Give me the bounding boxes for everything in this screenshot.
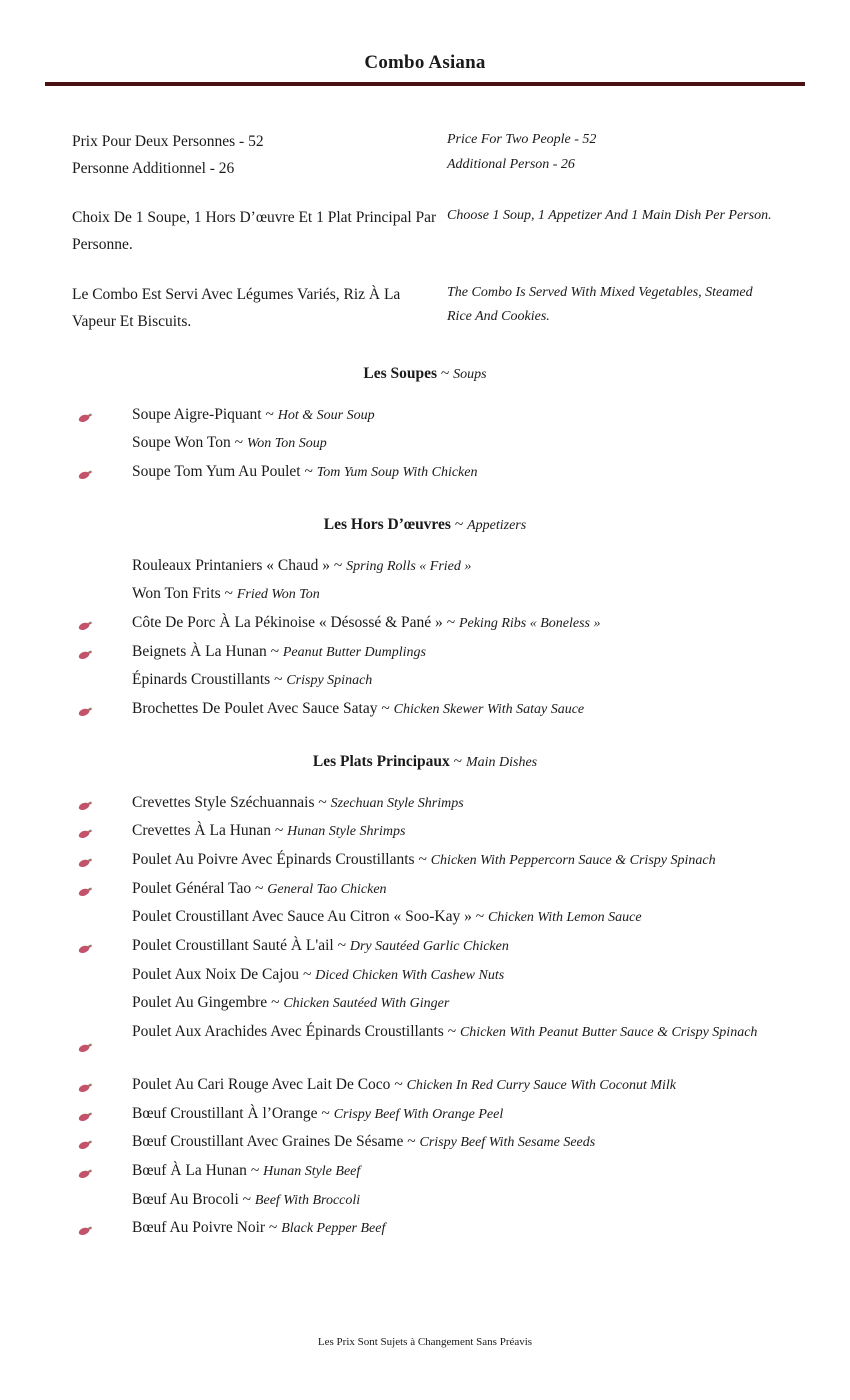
intro-text-en: The Combo Is Served With Mixed Vegetables, Steamed Rice And Cookies. <box>447 284 753 324</box>
menu-item-name-fr: Poulet Aux Noix De Cajou <box>132 965 300 983</box>
menu-item-separator: ~ <box>230 434 247 452</box>
menu-item-name-fr: Côte De Porc À La Pékinoise « Désossé & Pané » <box>132 614 443 632</box>
menu-item-name-fr: Épinards Croustillants <box>132 671 271 689</box>
menu-item-text <box>132 666 372 694</box>
menu-item-separator: ~ <box>220 585 237 603</box>
menu-item-name-fr: Brochettes De Poulet Avec Sauce Satay <box>132 700 378 717</box>
spicy-marker <box>72 1186 132 1212</box>
section-heading-fr: Les Hors D’œuvres <box>323 515 451 533</box>
menu-item-name-en: Crispy Spinach <box>286 673 373 689</box>
spicy-marker <box>72 817 132 843</box>
menu-item-name-fr: Poulet Au Cari Rouge Avec Lait De Coco <box>132 1075 391 1093</box>
spicy-chili-icon <box>78 1226 93 1235</box>
menu-item-separator: ~ <box>330 556 347 574</box>
intro-text-fr: Prix Pour Deux Personnes - 52 Personne Additionnel - 26 <box>72 133 264 178</box>
spicy-chili-icon <box>78 1140 93 1149</box>
menu-item-text <box>132 846 716 874</box>
menu-item-separator: ~ <box>317 1104 334 1122</box>
menu-item-name-en: Szechuan Style Shrimps <box>330 795 464 811</box>
section-heading-separator: ~ <box>450 515 468 533</box>
menu-section <box>0 365 850 486</box>
spicy-chili-icon <box>78 650 93 659</box>
menu-item-separator: ~ <box>270 671 287 689</box>
spicy-marker <box>72 401 132 427</box>
spicy-marker <box>72 1214 132 1240</box>
menu-item-name-fr: Poulet Croustillant Sauté À L'ail <box>132 936 334 954</box>
menu-item <box>72 1214 778 1242</box>
section-heading-en: Appetizers <box>467 517 527 533</box>
menu-item <box>72 989 778 1017</box>
intro-text-fr: Choix De 1 Soupe, 1 Hors D’œuvre Et 1 Plat Principal Par Personne. <box>72 209 437 254</box>
spicy-marker <box>72 961 132 987</box>
menu-item-name-en: Hot & Sour Soup <box>277 407 375 423</box>
menu-item <box>72 458 778 486</box>
spicy-chili-icon <box>78 944 93 953</box>
menu-item-text <box>132 458 477 486</box>
menu-item <box>72 1018 778 1070</box>
spicy-chili-icon <box>78 1083 93 1092</box>
menu-item-separator: ~ <box>414 850 431 868</box>
menu-item-name-fr: Rouleaux Printaniers « Chaud » <box>132 556 331 574</box>
section-heading-fr: Les Soupes <box>363 364 438 382</box>
menu-item-name-en: Chicken With Lemon Sauce <box>487 910 642 926</box>
spicy-chili-icon <box>78 413 93 422</box>
menu-item-separator: ~ <box>266 642 283 660</box>
menu-item-text <box>132 903 642 931</box>
intro-text-fr: Le Combo Est Servi Avec Légumes Variés, Riz À La Vapeur Et Biscuits. <box>72 285 401 330</box>
menu-item-text <box>132 1018 757 1046</box>
menu-item-text <box>132 789 464 817</box>
menu-item <box>72 961 778 989</box>
menu-item-text <box>132 961 504 989</box>
menu-sections <box>0 365 850 1242</box>
menu-item <box>72 695 778 723</box>
menu-item-name-en: Chicken In Red Curry Sauce With Coconut Milk <box>406 1077 677 1093</box>
menu-item-name-fr: Won Ton Frits <box>132 585 221 603</box>
spicy-marker <box>72 580 132 606</box>
menu-item <box>72 846 778 874</box>
menu-item-name-en: Crispy Beef With Orange Peel <box>333 1106 504 1122</box>
intro-block <box>0 128 850 335</box>
menu-item <box>72 552 778 580</box>
menu-item-list <box>0 789 850 1242</box>
spicy-chili-icon <box>78 829 93 838</box>
spicy-chili-icon <box>78 801 93 810</box>
menu-item-name-en: Fried Won Ton <box>236 587 320 603</box>
spicy-marker <box>72 932 132 958</box>
menu-item-name-fr: Bœuf Au Brocoli <box>132 1190 239 1208</box>
menu-item-text <box>132 1186 360 1214</box>
menu-item-name-fr: Beignets À La Hunan <box>132 642 267 660</box>
menu-item-name-en: Tom Yum Soup With Chicken <box>316 465 478 481</box>
menu-item-name-fr: Poulet Au Poivre Avec Épinards Croustillants <box>132 850 415 868</box>
menu-item-name-en: Chicken With Peanut Butter Sauce & Crispy Spinach <box>459 1024 758 1040</box>
spicy-marker <box>72 429 132 455</box>
spicy-marker <box>72 989 132 1015</box>
spicy-chili-icon <box>78 621 93 630</box>
menu-item-name-fr: Poulet Général Tao <box>132 879 252 897</box>
spicy-marker <box>72 638 132 664</box>
spicy-marker <box>72 1157 132 1183</box>
menu-item-separator: ~ <box>261 405 278 423</box>
intro-row <box>72 204 778 258</box>
menu-item-text <box>132 989 449 1017</box>
menu-item-text <box>132 429 327 457</box>
menu-section <box>0 753 850 1242</box>
menu-item-name-en: Beef With Broccoli <box>254 1192 361 1208</box>
intro-row <box>72 128 778 182</box>
intro-text-en: Price For Two People - 52 Additional Person - 26 <box>447 132 597 172</box>
menu-item-text <box>132 1100 503 1128</box>
menu-item-name-en: Hunan Style Shrimps <box>287 824 406 840</box>
spicy-marker <box>72 1071 132 1097</box>
menu-item-text <box>132 817 405 845</box>
spicy-chili-icon <box>78 1043 93 1052</box>
spicy-marker <box>72 875 132 901</box>
menu-item-text <box>132 552 471 580</box>
spicy-marker <box>72 1100 132 1126</box>
spicy-chili-icon <box>78 707 93 716</box>
menu-item-text <box>132 609 600 637</box>
menu-item-name-en: Chicken With Peppercorn Sauce & Crispy Spinach <box>430 852 716 868</box>
menu-item-name-fr: Poulet Croustillant Avec Sauce Au Citron « Soo-Kay » <box>132 908 472 926</box>
menu-item-separator: ~ <box>442 614 459 632</box>
menu-item-name-fr: Poulet Aux Arachides Avec Épinards Croustillants <box>132 1022 444 1040</box>
menu-item <box>72 1071 778 1099</box>
menu-item-separator: ~ <box>314 793 331 811</box>
menu-item-separator: ~ <box>403 1133 420 1151</box>
spicy-marker <box>72 695 132 721</box>
menu-item-separator: ~ <box>377 700 394 717</box>
section-heading-en: Soups <box>453 366 487 382</box>
menu-item-text <box>132 1157 360 1185</box>
intro-row <box>72 281 778 335</box>
spicy-marker <box>72 789 132 815</box>
spicy-chili-icon <box>78 887 93 896</box>
menu-item-name-fr: Bœuf Croustillant À l’Orange <box>132 1104 318 1122</box>
menu-item-text <box>132 401 375 429</box>
spicy-marker <box>72 666 132 692</box>
menu-item-name-fr: Crevettes Style Széchuannais <box>132 793 315 811</box>
section-heading-en: Main Dishes <box>465 754 538 770</box>
menu-item-name-en: Chicken Sautéed With Ginger <box>283 996 450 1012</box>
menu-item-name-en: Won Ton Soup <box>246 436 327 452</box>
menu-item <box>72 1186 778 1214</box>
spicy-chili-icon <box>78 1112 93 1121</box>
menu-item <box>72 401 778 429</box>
menu-item-name-en: Dry Sautéed Garlic Chicken <box>349 938 509 954</box>
menu-item-separator: ~ <box>251 879 268 897</box>
menu-item <box>72 1157 778 1185</box>
menu-item-text <box>132 1128 595 1156</box>
menu-item-name-fr: Soupe Won Ton <box>132 434 231 452</box>
section-heading <box>0 753 850 771</box>
menu-item-name-fr: Bœuf Au Poivre Noir <box>132 1219 266 1237</box>
menu-item-text <box>132 932 509 960</box>
menu-section <box>0 516 850 723</box>
menu-item-text <box>132 580 320 608</box>
menu-item-text <box>132 1071 676 1099</box>
footer-note: Les Prix Sont Sujets à Changement Sans Préavis <box>317 1336 533 1348</box>
menu-item-text <box>132 1214 385 1242</box>
menu-item-text <box>132 638 426 666</box>
menu-item-name-en: Peking Ribs « Boneless » <box>458 616 601 632</box>
spicy-marker <box>72 552 132 578</box>
menu-item-separator: ~ <box>471 908 488 926</box>
menu-item-name-fr: Bœuf À La Hunan <box>132 1161 247 1179</box>
menu-item-list <box>0 401 850 486</box>
menu-item-separator: ~ <box>333 936 350 954</box>
menu-item <box>72 666 778 694</box>
menu-item-name-en: Diced Chicken With Cashew Nuts <box>315 967 505 983</box>
menu-item-name-fr: Bœuf Croustillant Avec Graines De Sésame <box>132 1133 404 1151</box>
menu-item <box>72 429 778 457</box>
spicy-chili-icon <box>78 470 93 479</box>
menu-item-text <box>132 875 387 903</box>
menu-item-list <box>0 552 850 723</box>
menu-item-separator: ~ <box>390 1075 407 1093</box>
menu-item-separator: ~ <box>271 822 288 840</box>
menu-item-name-en: Chicken Skewer With Satay Sauce <box>393 702 585 717</box>
menu-item-separator: ~ <box>238 1190 255 1208</box>
menu-item-name-en: Spring Rolls « Fried » <box>346 558 472 574</box>
menu-item-separator: ~ <box>265 1219 282 1237</box>
menu-item <box>72 609 778 637</box>
menu-item <box>72 817 778 845</box>
menu-item-name-fr: Soupe Tom Yum Au Poulet <box>132 463 301 481</box>
menu-item-name-en: General Tao Chicken <box>267 881 387 897</box>
menu-item <box>72 789 778 817</box>
page-title: Combo Asiana <box>364 52 486 73</box>
menu-item-separator: ~ <box>299 965 316 983</box>
intro-text-en: Choose 1 Soup, 1 Appetizer And 1 Main Dish Per Person. <box>447 208 772 224</box>
menu-item <box>72 1100 778 1128</box>
menu-item-separator: ~ <box>300 463 317 481</box>
section-heading <box>0 365 850 383</box>
title-divider <box>45 82 805 86</box>
menu-item-name-en: Black Pepper Beef <box>281 1221 386 1237</box>
menu-item-name-en: Peanut Butter Dumplings <box>282 644 426 660</box>
spicy-marker <box>72 1018 132 1070</box>
menu-item-name-en: Crispy Beef With Sesame Seeds <box>419 1135 596 1151</box>
menu-item <box>72 580 778 608</box>
section-heading-fr: Les Plats Principaux <box>312 752 450 770</box>
spicy-marker <box>72 903 132 929</box>
menu-item <box>72 932 778 960</box>
menu-item-name-en: Hunan Style Beef <box>263 1163 361 1179</box>
menu-item <box>72 903 778 931</box>
section-heading-separator: ~ <box>449 752 466 770</box>
spicy-marker <box>72 1128 132 1154</box>
spicy-marker <box>72 458 132 484</box>
spicy-chili-icon <box>78 1169 93 1178</box>
menu-item <box>72 875 778 903</box>
menu-item-separator: ~ <box>267 994 284 1012</box>
menu-item <box>72 638 778 666</box>
spicy-marker <box>72 846 132 872</box>
menu-item-separator: ~ <box>443 1022 460 1040</box>
menu-item-name-fr: Soupe Aigre-Piquant <box>132 405 262 423</box>
spicy-marker <box>72 609 132 635</box>
menu-item-name-fr: Crevettes À La Hunan <box>132 822 272 840</box>
section-heading-separator: ~ <box>437 364 454 382</box>
section-heading <box>0 516 850 534</box>
menu-item-name-fr: Poulet Au Gingembre <box>132 994 268 1012</box>
menu-item-separator: ~ <box>246 1161 264 1179</box>
menu-item-text <box>132 695 584 723</box>
menu-item <box>72 1128 778 1156</box>
spicy-chili-icon <box>78 858 93 867</box>
